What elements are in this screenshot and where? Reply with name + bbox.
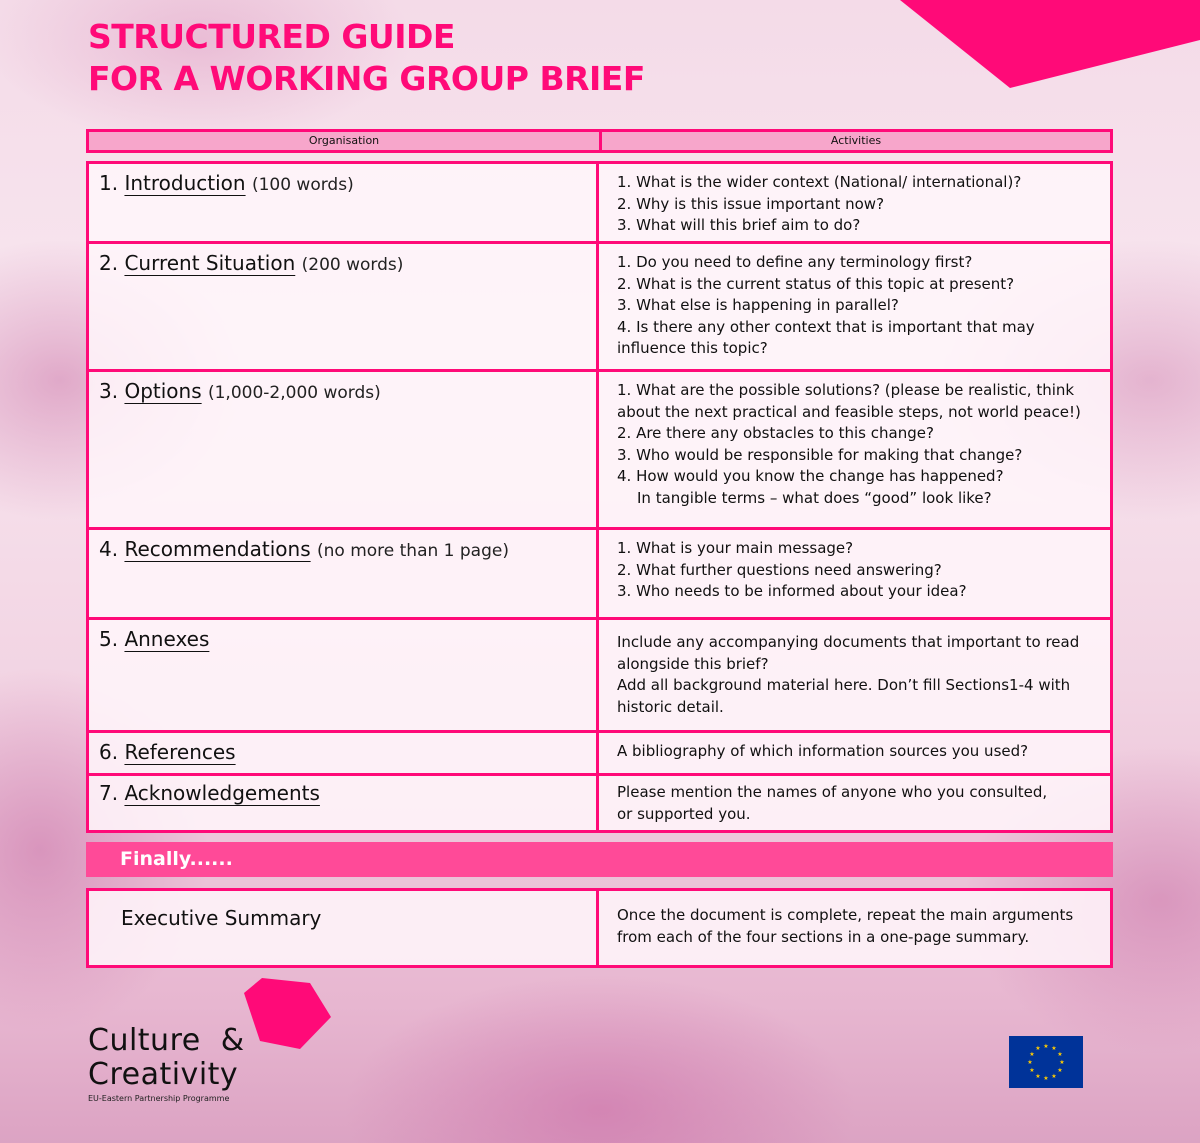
svg-text:★: ★ bbox=[1051, 1045, 1057, 1052]
section-number: 5. bbox=[99, 627, 119, 651]
activity-line: In tangible terms – what does “good” look like? bbox=[637, 488, 992, 507]
section-note: (1,000-2,000 words) bbox=[207, 383, 381, 403]
activity-line: 1. What is your main message? bbox=[617, 539, 854, 557]
activity-line: 4. Is there any other context that is important that may bbox=[617, 317, 1035, 336]
svg-text:★: ★ bbox=[1059, 1059, 1065, 1066]
table-row bbox=[89, 164, 1110, 244]
activity-line: 1. What are the possible solutions? (please be realistic, think bbox=[617, 381, 1075, 399]
logo-line-2: Creativity bbox=[88, 1057, 239, 1092]
section-name: Annexes bbox=[124, 627, 210, 651]
activities-cell bbox=[599, 164, 1110, 241]
svg-text:★: ★ bbox=[1051, 1073, 1057, 1080]
activities-cell bbox=[599, 776, 1110, 830]
activities-cell bbox=[599, 530, 1110, 617]
table-row bbox=[89, 776, 1110, 830]
table-row bbox=[89, 244, 1110, 372]
activity-line: 1. Do you need to define any terminology first? bbox=[617, 253, 973, 271]
title-line-2: FOR A WORKING GROUP BRIEF bbox=[88, 59, 645, 98]
section-number: 1. bbox=[99, 171, 119, 195]
activity-line: 3. Who needs to be informed about your idea? bbox=[617, 582, 967, 600]
activity-line: influence this topic? bbox=[617, 339, 768, 357]
section-name: Current Situation bbox=[124, 251, 296, 275]
header-activities: Activities bbox=[830, 134, 882, 147]
section-note: (200 words) bbox=[301, 255, 404, 275]
section-name: References bbox=[124, 740, 236, 764]
table-header bbox=[86, 129, 1113, 153]
section-cell bbox=[89, 372, 599, 527]
logo-line-1: Culture & bbox=[88, 1023, 245, 1058]
section-cell bbox=[89, 776, 599, 830]
activity-line: or supported you. bbox=[617, 804, 751, 823]
section-name: Recommendations bbox=[124, 537, 311, 561]
svg-text:★: ★ bbox=[1029, 1067, 1035, 1074]
section-number: 4. bbox=[99, 537, 119, 561]
executive-summary-row bbox=[86, 888, 1113, 968]
table-row bbox=[89, 733, 1110, 776]
svg-text:★: ★ bbox=[1057, 1067, 1063, 1074]
executive-summary-description bbox=[599, 891, 1110, 965]
section-number: 2. bbox=[99, 251, 119, 275]
section-number: 6. bbox=[99, 740, 119, 764]
title-line-1: STRUCTURED GUIDE bbox=[88, 17, 455, 56]
section-cell bbox=[89, 733, 599, 773]
section-cell bbox=[89, 620, 599, 730]
activity-line: Once the document is complete, repeat the main arguments bbox=[617, 906, 1074, 924]
activity-line: Include any accompanying documents that important to read bbox=[617, 633, 1080, 651]
activity-line: historic detail. bbox=[617, 697, 724, 716]
finally-banner bbox=[86, 842, 1113, 877]
activities-cell bbox=[599, 733, 1110, 773]
activity-line: 2. Are there any obstacles to this change? bbox=[617, 424, 934, 442]
header-organisation: Organisation bbox=[89, 132, 602, 150]
finally-label: Finally...... bbox=[120, 848, 233, 870]
activity-line: from each of the four sections in a one-page summary. bbox=[617, 927, 1030, 946]
table-row bbox=[89, 530, 1110, 620]
svg-text:★: ★ bbox=[1029, 1051, 1035, 1058]
activity-line: 3. What else is happening in parallel? bbox=[617, 296, 899, 314]
activity-line: 4. How would you know the change has happened? bbox=[617, 467, 1004, 485]
activity-line: alongside this brief? bbox=[617, 654, 769, 673]
svg-text:★: ★ bbox=[1035, 1073, 1041, 1080]
activity-line: 2. What is the current status of this topic at present? bbox=[617, 274, 1015, 293]
activity-line: 2. Why is this issue important now? bbox=[617, 194, 885, 213]
logo-subtitle: EU-Eastern Partnership Programme bbox=[88, 1094, 230, 1103]
table-row bbox=[89, 620, 1110, 733]
activity-line: 1. What is the wider context (National/ international)? bbox=[617, 173, 1022, 191]
section-number: 7. bbox=[99, 781, 119, 805]
svg-text:★: ★ bbox=[1043, 1043, 1049, 1050]
activity-line: 3. Who would be responsible for making that change? bbox=[617, 445, 1023, 464]
activity-line: Add all background material here. Don’t fill Sections1-4 with bbox=[617, 676, 1071, 694]
svg-text:★: ★ bbox=[1027, 1059, 1033, 1066]
activity-line: A bibliography of which information sources you used? bbox=[617, 742, 1029, 760]
page-title bbox=[88, 16, 645, 100]
section-cell bbox=[89, 164, 599, 241]
pink-pentagon-icon bbox=[240, 975, 335, 1053]
section-note: (100 words) bbox=[251, 175, 354, 195]
executive-summary-title: Executive Summary bbox=[89, 891, 599, 965]
guide-table bbox=[86, 161, 1113, 833]
activity-line: Please mention the names of anyone who you consulted, bbox=[617, 783, 1048, 801]
activities-cell bbox=[599, 620, 1110, 730]
svg-text:★: ★ bbox=[1057, 1051, 1063, 1058]
activity-line: about the next practical and feasible steps, not world peace!) bbox=[617, 402, 1081, 421]
section-name: Introduction bbox=[124, 171, 246, 195]
section-name: Options bbox=[124, 379, 202, 403]
table-row bbox=[89, 372, 1110, 530]
svg-text:★: ★ bbox=[1043, 1075, 1049, 1082]
eu-flag-icon bbox=[1009, 1036, 1083, 1088]
section-name: Acknowledgements bbox=[124, 781, 320, 805]
section-cell bbox=[89, 244, 599, 369]
svg-text:★: ★ bbox=[1035, 1045, 1041, 1052]
section-cell bbox=[89, 530, 599, 617]
culture-creativity-logo bbox=[88, 1024, 245, 1103]
section-number: 3. bbox=[99, 379, 119, 403]
activity-line: 3. What will this brief aim to do? bbox=[617, 216, 861, 234]
activities-cell bbox=[599, 372, 1110, 527]
section-note: (no more than 1 page) bbox=[316, 541, 509, 561]
activity-line: 2. What further questions need answering? bbox=[617, 560, 942, 579]
activities-cell bbox=[599, 244, 1110, 369]
